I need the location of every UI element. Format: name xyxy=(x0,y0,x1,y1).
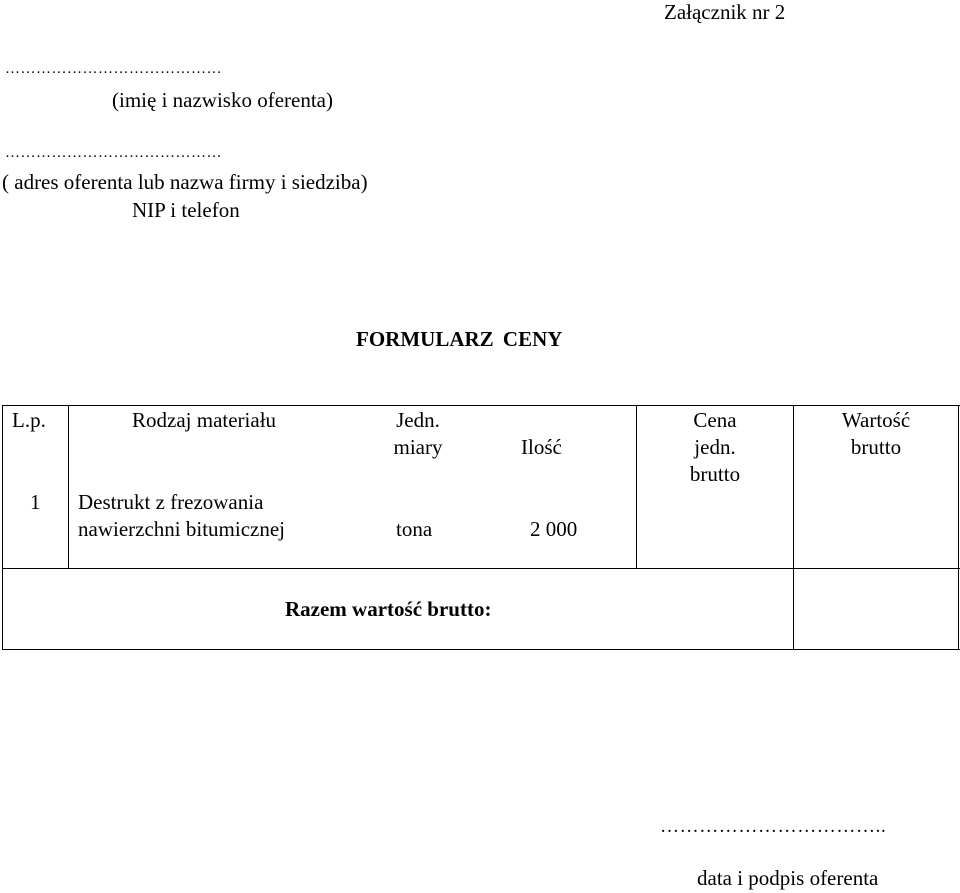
row-unit: tona xyxy=(396,517,433,541)
table-border-bottom xyxy=(2,649,960,650)
address-dots-line: …………………………………… xyxy=(5,145,222,161)
summary-label: Razem wartość brutto: xyxy=(285,597,492,621)
annex-label: Załącznik nr 2 xyxy=(664,0,786,24)
header-unit-line1: Jedn. xyxy=(396,408,440,432)
table-border-left xyxy=(2,405,3,650)
header-unit-price-line1: Cena xyxy=(693,408,737,432)
header-unit-price-line3: brutto xyxy=(689,462,741,486)
table-border-row-bottom xyxy=(2,568,960,569)
row-quantity: 2 000 xyxy=(530,517,578,541)
nip-caption: NIP i telefon xyxy=(132,198,240,222)
signature-caption: data i podpis oferenta xyxy=(697,866,879,890)
table-col-divider-lp xyxy=(68,405,69,568)
address-caption: ( adres oferenta lub nazwa firmy i siedziba) xyxy=(2,170,368,194)
header-lp: L.p. xyxy=(12,408,46,432)
header-quantity: Ilość xyxy=(521,435,562,459)
row-material-line1: Destrukt z frezowania xyxy=(78,490,264,514)
table-border-top xyxy=(2,405,960,406)
signature-dots-line: …………………………….. xyxy=(660,816,887,837)
table-border-right xyxy=(958,405,959,650)
name-caption: (imię i nazwisko oferenta) xyxy=(112,88,333,112)
name-dots-line: …………………………………… xyxy=(5,61,222,77)
row-lp: 1 xyxy=(30,490,41,514)
header-material: Rodzaj materiału xyxy=(132,408,277,432)
header-unit-price-line2: jedn. xyxy=(694,435,736,459)
header-unit-line2: miary xyxy=(393,435,443,459)
form-title: FORMULARZ CENY xyxy=(356,327,563,351)
header-total-line2: brutto xyxy=(850,435,902,459)
row-material-line2: nawierzchni bitumicznej xyxy=(78,517,285,541)
header-total-line1: Wartość xyxy=(841,408,911,432)
